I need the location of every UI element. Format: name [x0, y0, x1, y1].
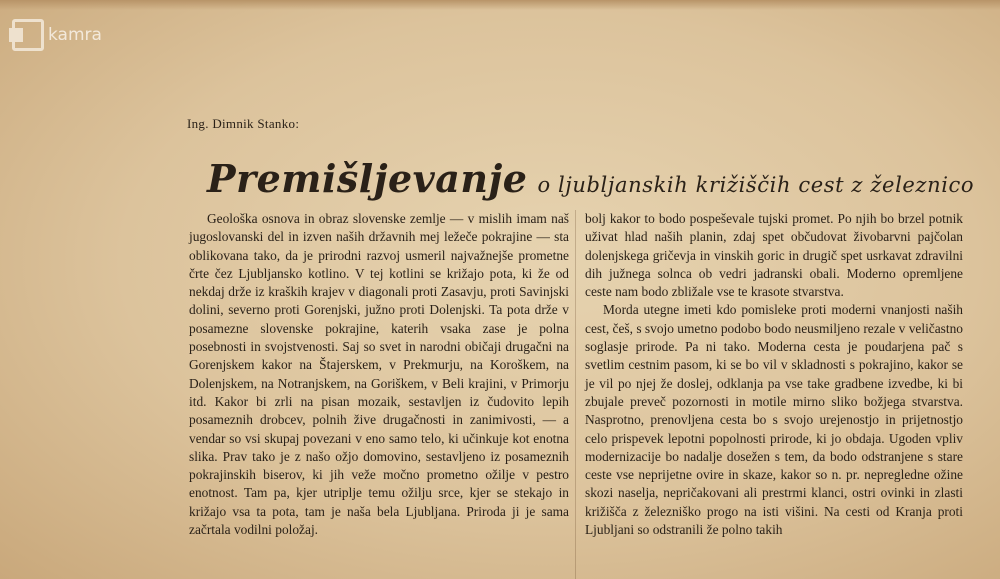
article-column-left [189, 210, 569, 539]
right-paragraph-continued: bolj kakor to bodo pospeševale tujski promet. Po njih bo brzel potnik uživat hlad naših planin, zdaj spet občudovat živobarvni pajčolan dolenjskega gričevja in vinskih goric in drugič spet usrkavat zdravilni dih južnega solnca ob vedri jadranski obali. Moderno opremljene ceste nam bodo zbližale vse te krasote stvarstva. [585, 211, 963, 300]
kamra-watermark-logo [12, 14, 112, 56]
kamra-logo-icon [12, 19, 44, 51]
article-title-sub: o ljubljanskih križiščih cest z železnico [537, 173, 975, 197]
column-divider [575, 210, 576, 579]
article-title [207, 156, 975, 201]
article-column-right [585, 210, 963, 539]
right-paragraph-2: Morda utegne imeti kdo pomisleke proti moderni vnanjosti naših cest, češ, s svojo umetno podobo bodo neusmiljeno rezale v veličastno soglasje prirode. Pa ni tako. Moderna cesta je poudarjena pač s svetlim cestnim pasom, ki se bo vil v skladnosti s pokrajino, kakor se je vil po njej že doslej, odklanja pa vse take gradbene izvedbe, ki bi zbujale preveč pozornosti in motile mirno sliko božjega stvarstva. Nasprotno, prenovljena cesta bo s svojo urejenostjo in prijetnostjo celo prispevek lepotni popolnosti prirode, ki jo obdaja. Ugoden vpliv modernizacije bo nadalje dosežen s tem, da bodo odstranjene s stare ceste vse neprijetne ovire in skaze, kakor so n. pr. nepregledne ožine skozi naselja, nepričakovani ali prestrmi klanci, ostri ovinki in zlasti križišča z železniško progo na isti višini. Na cesti od Kranja proti Ljubljani so odstranili že polno takih [585, 302, 963, 538]
page-edge [0, 0, 1000, 10]
kamra-logo-text: kamra [48, 25, 102, 45]
article-author: Ing. Dimnik Stanko: [187, 116, 300, 131]
article-title-main: Premišljevanje [207, 156, 528, 201]
left-paragraph: Geološka osnova in obraz slovenske zemlje — v mislih imam naš jugoslovanski del in izven naših državnih mej ležeče pokrajine — sta oblikovana tako, da je prirodni razvoj usmeril najvažnejše prometne črte čez Ljubljansko kotlino. V tej kotlini se križajo pota, ki že od nekdaj drže iz kraških krajev v diagonali proti Zasavju, proti Savinjski dolini, severno proti Gorenjski, južno proti Dolenjski. Ta pota drže v posamezne slovenske pokrajine, katerih vsaka zase je polna posebnosti in svojstvenosti. Saj so svet in narodni običaji drugačni na Gorenjskem kakor na Štajerskem, v Prekmurju, na Koroškem, na Dolenjskem, na Notranjskem, na Goriškem, v Beli krajini, v Primorju itd. Kakor bi zrli na pisan mozaik, sestavljen iz čudovito lepih posameznih drobcev, polnih žive drugačnosti in zanimivosti, — a vendar so vsi skupaj povezani v eno samo telo, ki učinkuje kot enotna slika. Prav tako je z našo ožjo domovino, sestavljeno iz posameznih pokrajinskih biserov, ki jih veže močno prometno ožilje v pestro enotnost. Tam pa, kjer utriplje temu ožilju srce, kjer se stekajo in križajo vsa ta pota, tam je naša bela Ljubljana. Priroda ji je sama začrtala vodilni položaj. [189, 211, 569, 538]
